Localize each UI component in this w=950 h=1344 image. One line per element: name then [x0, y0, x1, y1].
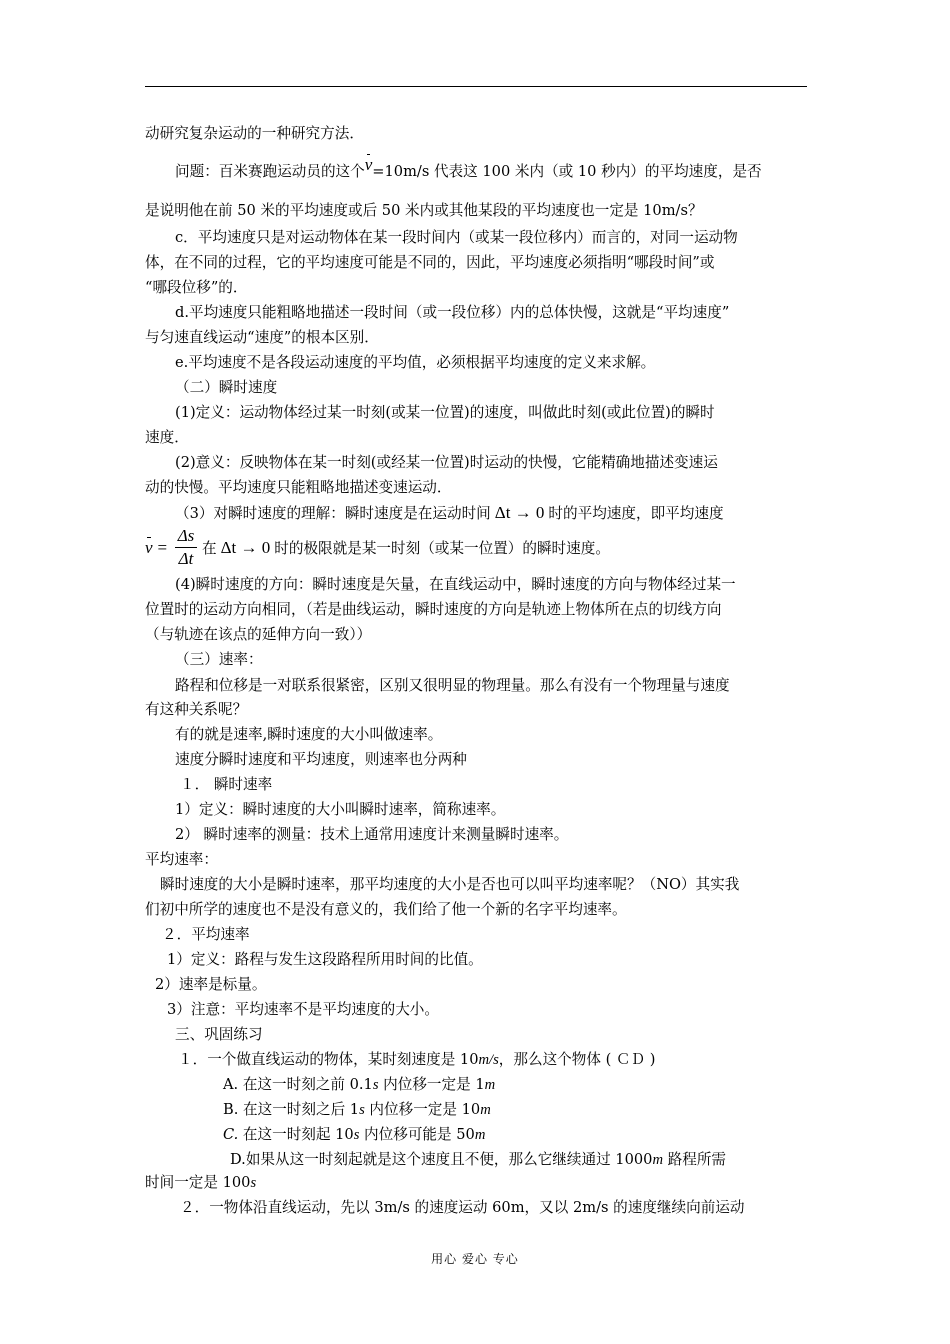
- list-item: 1）定义：路程与发生这段路程所用时间的比值。: [167, 951, 483, 968]
- question-line: [175, 155, 762, 182]
- text-line: 路程和位移是一对联系很紧密，区别又很明显的物理量。那么有没有一个物理量与速度: [175, 677, 730, 694]
- text-line: c．平均速度只是对运动物体在某一段时间内（或某一段位移内）而言的，对同一运动物: [175, 229, 738, 246]
- text-line: （与轨迹在该点的延伸方向一致））: [145, 626, 372, 643]
- text-segment: 在这一时刻起 10: [238, 1126, 354, 1143]
- text-line: 动的快慢。平均速度只能粗略地描述变速运动．: [145, 479, 452, 496]
- header-rule: [145, 86, 807, 87]
- list-heading: １． 瞬时速率: [180, 776, 273, 793]
- text-line: 是说明他在前 50 米的平均速度或后 50 米内或其他某段的平均速度也一定是 10m/s？: [145, 202, 703, 219]
- text-segment: B. 在这一时刻之后 1: [223, 1101, 360, 1118]
- text-line: (1)定义：运动物体经过某一时刻(或某一位置)的速度，叫做此时刻(或此位置)的瞬时: [175, 404, 715, 421]
- text-line: e.平均速度不是各段运动速度的平均值，必须根据平均速度的定义来求解。: [175, 354, 656, 371]
- text-segment: 在: [202, 540, 217, 557]
- text-segment: 问题：百米赛跑运动员的这个: [175, 163, 365, 180]
- text-line: 位置时的运动方向相同，（若是曲线运动，瞬时速度的方向是轨迹上物体所在点的切线方向: [145, 601, 722, 618]
- text-segment: 时的平均速度，即平均速度: [548, 505, 724, 522]
- text-segment: １．一个做直线运动的物体，某时刻速度是 10: [178, 1051, 479, 1068]
- unit: m: [480, 1102, 491, 1118]
- option-label: C.: [223, 1126, 239, 1143]
- text-line: 速度分瞬时速度和平均速度，则速率也分两种: [175, 751, 467, 768]
- unit: m: [652, 1152, 663, 1168]
- text-line: d.平均速度只能粗略地描述一段时间（或一段位移）内的总体快慢，这就是“平均速度”: [175, 304, 730, 321]
- text-line: (2)意义：反映物体在某一时刻(或经某一位置)时运动的快慢，它能精确地描述变速运: [175, 454, 718, 471]
- option-b: [223, 1100, 491, 1120]
- unit: m: [484, 1077, 496, 1093]
- list-item: 1）定义：瞬时速度的大小叫瞬时速率，简称速率。: [175, 801, 506, 818]
- unit: m: [474, 1127, 486, 1143]
- text-line: 们初中所学的速度也不是没有意义的，我们给了他一个新的名字平均速率。: [145, 901, 627, 918]
- text-segment: 内位移可能是 50: [359, 1126, 475, 1143]
- text-segment: 内位移一定是 10: [364, 1101, 481, 1118]
- text-line: 速度．: [145, 429, 189, 446]
- list-item: 2） 瞬时速率的测量：技术上通常用速度计来测量瞬时速率。: [175, 826, 569, 843]
- text-line: 体，在不同的过程，它的平均速度可能是不同的，因此，平均速度必须指明“哪段时间”或: [145, 254, 715, 271]
- text-line: [175, 503, 724, 524]
- text-segment: ，那么这个物体 ( ＣＤ ): [498, 1051, 656, 1068]
- text-line: [202, 538, 610, 559]
- fraction-denominator: Δt: [178, 549, 194, 568]
- text-line: 与匀速直线运动“速度”的根本区别．: [145, 329, 379, 346]
- v-bar-symbol: v: [364, 155, 373, 174]
- option-d-continued: [145, 1173, 256, 1193]
- section-heading: （三）速率：: [175, 651, 263, 668]
- text-segment: 内位移一定是 1: [378, 1076, 485, 1093]
- text-line: 有的就是速率,瞬时速度的大小叫做速率。: [175, 726, 443, 743]
- fraction-ds-dt: [175, 526, 197, 569]
- text-line: 动研究复杂运动的一种研究方法．: [145, 125, 364, 142]
- section-heading: （二）瞬时速度: [175, 379, 278, 396]
- text-segment: D.如果从这一时刻起就是这个速度且不便，那么它继续通过 1000: [230, 1151, 653, 1168]
- v-bar-symbol: v: [145, 538, 153, 557]
- option-c: [223, 1125, 485, 1145]
- list-item: 3）注意：平均速率不是平均速度的大小。: [167, 1001, 439, 1018]
- exercise-question: ２．一物体沿直线运动，先以 3m/s 的速度运动 60m，又以 2m/s 的速度继续向前运动: [180, 1199, 745, 1216]
- fraction-numerator: Δs: [175, 526, 197, 548]
- list-heading: ２．平均速率: [162, 926, 250, 943]
- text-segment: （3）对瞬时速度的理解：瞬时速度是在运动时间: [175, 505, 491, 522]
- v-bar-symbol-line: [145, 538, 167, 559]
- equals-sign: =: [157, 538, 168, 557]
- exercise-question: [178, 1050, 655, 1070]
- delta-t-to-zero-formula: Δt → 0: [494, 503, 545, 522]
- unit: s: [353, 1127, 360, 1143]
- text-line: (4)瞬时速度的方向：瞬时速度是矢量，在直线运动中，瞬时速度的方向与物体经过某一: [175, 576, 736, 593]
- text-segment: 路程所需: [663, 1151, 727, 1168]
- unit: s: [250, 1175, 257, 1191]
- text-line: “哪段位移”的．: [145, 279, 248, 296]
- option-d: [230, 1150, 726, 1170]
- text-segment: A. 在这一时刻之前 0.1: [223, 1076, 373, 1093]
- unit: s: [359, 1102, 365, 1118]
- option-a: [223, 1075, 495, 1095]
- subheading: 平均速率：: [145, 851, 218, 868]
- delta-t-to-zero-formula: Δt → 0: [220, 538, 271, 557]
- text-segment: 时的极限就是某一时刻（或某一位置）的瞬时速度。: [274, 540, 610, 557]
- list-item: 2）速率是标量。: [155, 976, 267, 993]
- text-segment: =10m/s 代表这 100 米内（或 10 秒内）的平均速度，是否: [372, 163, 762, 180]
- page-footer: 用心 爱心 专心: [431, 1252, 519, 1266]
- text-line: 有这种关系呢？: [145, 701, 248, 718]
- unit: m/s: [478, 1052, 499, 1068]
- unit: s: [372, 1077, 379, 1093]
- text-segment: 时间一定是 100: [145, 1174, 251, 1191]
- text-line: 瞬时速度的大小是瞬时速率，那平均速度的大小是否也可以叫平均速率呢？（NO）其实我: [160, 876, 740, 893]
- section-heading: 三、巩固练习: [175, 1026, 263, 1043]
